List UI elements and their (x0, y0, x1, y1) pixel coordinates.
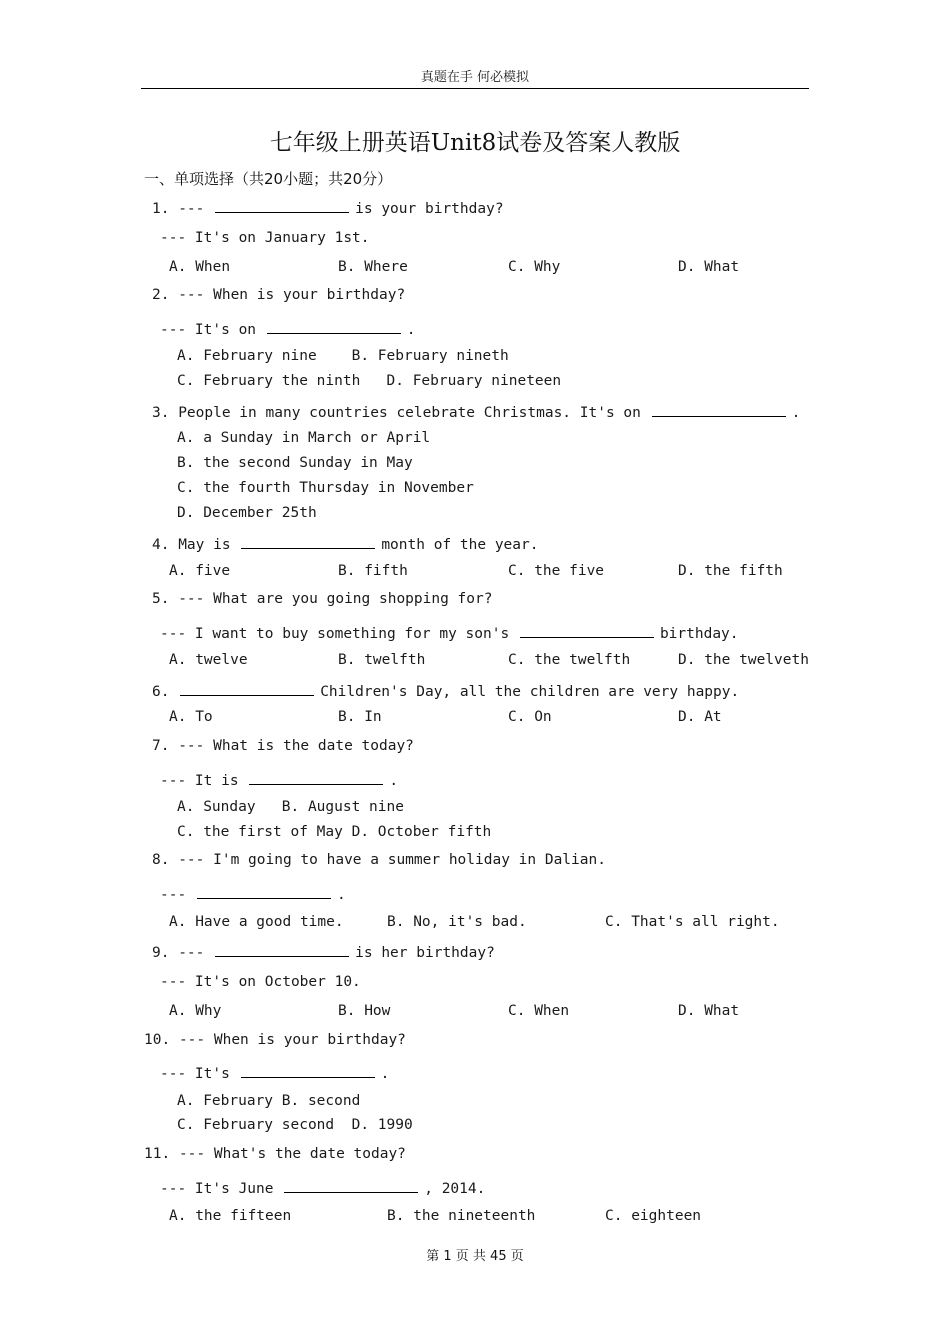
question-number: 10. (144, 1032, 171, 1048)
answer-blank (267, 319, 401, 334)
question-5 (152, 591, 492, 607)
option-d: D. the twelveth (678, 652, 809, 668)
question-number: 4. (152, 537, 170, 553)
answer-blank (215, 942, 349, 957)
option-d: D. the fifth (678, 563, 783, 579)
question-number: 9. (152, 945, 170, 961)
question-stem-part: --- (178, 201, 205, 217)
option-c: C. Why (508, 259, 561, 275)
option-b: B. Where (338, 259, 408, 275)
question-number: 8. (152, 852, 170, 868)
document-title: 七年级上册英语Unit8试卷及答案人教版 (269, 130, 681, 156)
option-c: C. the five (508, 563, 605, 579)
question-7 (152, 738, 414, 754)
question-1 (152, 198, 504, 217)
option-c: C. That's all right. (605, 914, 780, 930)
question-9-reply: --- It's on October 10. (160, 974, 361, 990)
question-stem-part: . (336, 887, 346, 903)
question-stem-part: . (406, 322, 416, 338)
option-c: C. the twelfth (508, 652, 631, 668)
answer-blank (249, 770, 383, 785)
answer-blank (284, 1178, 418, 1193)
option-b: B. fifth (338, 563, 408, 579)
question-stem-part: --- It's on (160, 322, 257, 338)
question-number: 6. (152, 684, 170, 700)
question-1-reply: --- It's on January 1st. (160, 230, 370, 246)
option-c: C. On (508, 709, 552, 725)
question-stem-part: month of the year. (381, 537, 539, 553)
option-a: A. five (169, 563, 231, 579)
option-a: A. the fifteen (169, 1208, 292, 1224)
question-number: 11. (144, 1146, 171, 1162)
option-c: C. eighteen (605, 1208, 702, 1224)
question-7-reply (160, 770, 398, 789)
option-d: D. What (678, 259, 740, 275)
answer-blank (180, 681, 314, 696)
answer-blank (241, 534, 375, 549)
question-4 (152, 534, 538, 553)
question-stem-part: --- What are you going shopping for? (178, 591, 493, 607)
option-b: B. the nineteenth (387, 1208, 536, 1224)
question-stem-part: --- When is your birthday? (178, 287, 406, 303)
question-stem-part: --- (178, 945, 205, 961)
question-11 (144, 1146, 406, 1162)
option-d: D. December 25th (177, 505, 317, 521)
question-stem-part: --- When is your birthday? (178, 1032, 406, 1048)
question-8 (152, 852, 606, 868)
question-stem-part: Children's Day, all the children are very happy. (320, 684, 740, 700)
question-stem-part: . (389, 773, 399, 789)
question-11-reply (160, 1178, 485, 1197)
question-5-reply (160, 623, 739, 642)
question-6 (152, 681, 739, 700)
question-8-reply (160, 884, 346, 903)
header-rule (141, 88, 809, 89)
question-10 (144, 1032, 406, 1048)
question-stem-part: --- I'm going to have a summer holiday in Dalian. (178, 852, 606, 868)
question-stem-part: --- I want to buy something for my son's (160, 626, 510, 642)
question-10-reply (160, 1063, 389, 1082)
question-2-reply (160, 319, 416, 338)
page-header: 真题在手 何必模拟 (420, 70, 530, 85)
option-a: A. To (169, 709, 213, 725)
option-d: D. At (678, 709, 722, 725)
question-stem-part: --- It's (160, 1066, 230, 1082)
answer-blank (241, 1063, 375, 1078)
question-number: 2. (152, 287, 170, 303)
option-c: C. When (508, 1003, 570, 1019)
options-ab: A. February nine B. February nineth (177, 348, 509, 364)
options-ab: A. February B. second (177, 1093, 361, 1109)
option-b: B. In (338, 709, 382, 725)
option-b: B. No, it's bad. (387, 914, 527, 930)
question-stem-part: May is (178, 537, 231, 553)
option-a: A. Have a good time. (169, 914, 344, 930)
question-stem-part: --- What's the date today? (178, 1146, 406, 1162)
question-stem-part: --- It's June (160, 1181, 274, 1197)
question-stem-part: . (380, 1066, 390, 1082)
option-c: C. the fourth Thursday in November (177, 480, 474, 496)
option-a: A. Why (169, 1003, 222, 1019)
question-stem-part: is her birthday? (355, 945, 495, 961)
question-stem-part: People in many countries celebrate Christmas. It's on (178, 405, 641, 421)
question-number: 1. (152, 201, 170, 217)
option-b: B. the second Sunday in May (177, 455, 413, 471)
question-9 (152, 942, 495, 961)
question-stem-part: --- What is the date today? (178, 738, 414, 754)
answer-blank (197, 884, 331, 899)
option-a: A. a Sunday in March or April (177, 430, 431, 446)
options-cd: C. the first of May D. October fifth (177, 824, 492, 840)
options-cd: C. February second D. 1990 (177, 1117, 413, 1133)
page-footer: 第 1 页 共 45 页 (426, 1249, 524, 1264)
option-a: A. When (169, 259, 231, 275)
question-stem-part: , 2014. (424, 1181, 486, 1197)
options-cd: C. February the ninth D. February nineteen (177, 373, 562, 389)
question-number: 7. (152, 738, 170, 754)
options-ab: A. Sunday B. August nine (177, 799, 404, 815)
question-number: 3. (152, 405, 170, 421)
question-stem-part: . (791, 405, 801, 421)
question-stem-part: --- It is (160, 773, 239, 789)
option-d: D. What (678, 1003, 740, 1019)
question-2 (152, 287, 405, 303)
option-b: B. twelfth (338, 652, 426, 668)
question-3 (152, 402, 800, 421)
answer-blank (652, 402, 786, 417)
answer-blank (520, 623, 654, 638)
section-heading: 一、单项选择（共20小题；共20分） (144, 170, 393, 188)
question-number: 5. (152, 591, 170, 607)
question-stem-part: is your birthday? (355, 201, 504, 217)
option-a: A. twelve (169, 652, 248, 668)
answer-blank (215, 198, 349, 213)
option-b: B. How (338, 1003, 391, 1019)
question-stem-part: --- (160, 887, 187, 903)
question-stem-part: birthday. (659, 626, 739, 642)
